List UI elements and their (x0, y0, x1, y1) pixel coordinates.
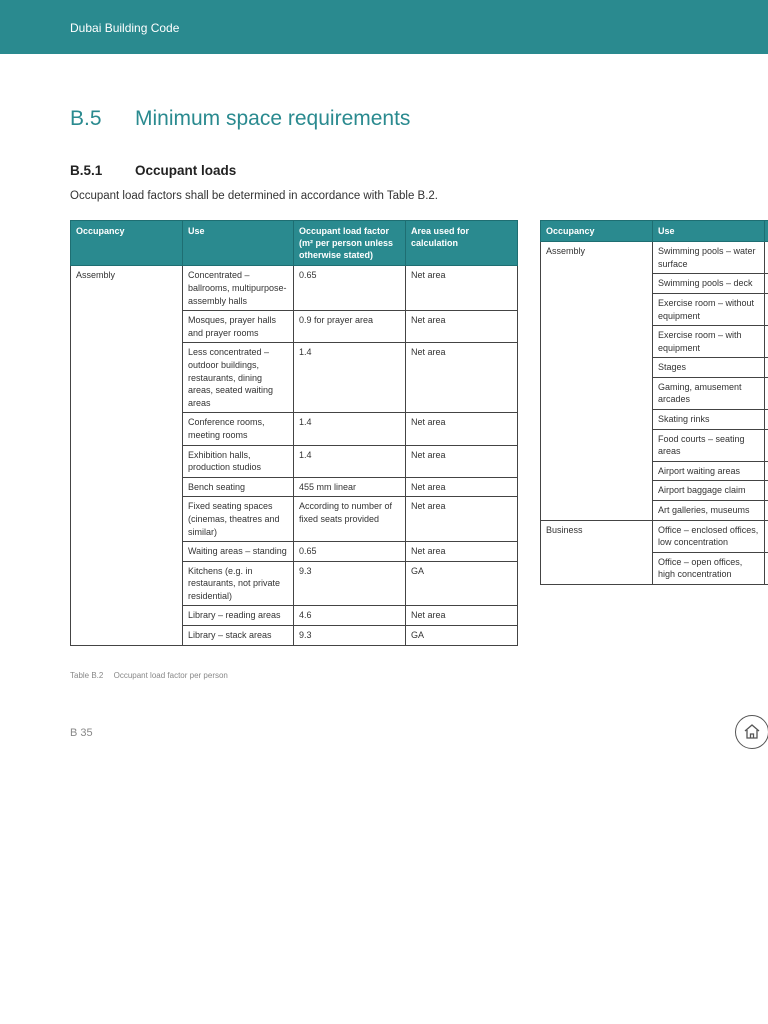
subsection-number: B.5.1 (70, 163, 103, 178)
area-cell: GA (406, 626, 518, 646)
factor-cell: 0.65 (294, 266, 406, 311)
use-cell: Waiting areas – standing (183, 542, 294, 562)
use-cell: Office – enclosed offices, low concentration (653, 520, 765, 552)
use-cell: Exercise room – without equipment (653, 293, 765, 325)
cut-off-cell (765, 242, 768, 274)
area-cell: Net area (406, 497, 518, 542)
area-cell: Net area (406, 477, 518, 497)
home-button[interactable] (735, 715, 768, 749)
cut-off-cell (765, 501, 768, 521)
factor-cell: According to number of fixed seats provided (294, 497, 406, 542)
table-row (71, 266, 518, 311)
use-cell: Fixed seating spaces (cinemas, theatres and similar) (183, 497, 294, 542)
occupancy-cell: Assembly (71, 266, 183, 645)
table-row (541, 520, 768, 552)
cut-off-cell (765, 410, 768, 430)
factor-cell: 1.4 (294, 413, 406, 445)
use-cell: Food courts – seating areas (653, 429, 765, 461)
cut-off-cell (765, 358, 768, 378)
area-cell: GA (406, 561, 518, 606)
factor-cell: 9.3 (294, 626, 406, 646)
cut-off-cell (765, 481, 768, 501)
use-cell: Stages (653, 358, 765, 378)
occupant-load-table-continued (540, 220, 768, 585)
use-cell: Bench seating (183, 477, 294, 497)
cut-off-cell (765, 377, 768, 409)
use-cell: Swimming pools – water surface (653, 242, 765, 274)
occupancy-cell: Assembly (541, 242, 653, 521)
factor-cell: 4.6 (294, 606, 406, 626)
cut-off-cell (765, 429, 768, 461)
factor-cell: 1.4 (294, 445, 406, 477)
use-cell: Airport baggage claim (653, 481, 765, 501)
cut-off-cell (765, 552, 768, 584)
caption-number: Table B.2 (70, 671, 104, 680)
header-occupancy: Occupancy (541, 221, 653, 242)
use-cell: Office – open offices, high concentration (653, 552, 765, 584)
area-cell: Net area (406, 266, 518, 311)
use-cell: Conference rooms, meeting rooms (183, 413, 294, 445)
area-cell: Net area (406, 413, 518, 445)
page-number: B 35 (70, 727, 93, 739)
area-cell: Net area (406, 606, 518, 626)
caption-text: Occupant load factor per person (113, 671, 228, 680)
section-title: Minimum space requirements (135, 107, 411, 130)
use-cell: Exhibition halls, production studios (183, 445, 294, 477)
factor-cell: 1.4 (294, 343, 406, 413)
occupant-load-table (70, 220, 518, 646)
header-cut-off (765, 221, 768, 242)
subsection-title: Occupant loads (135, 163, 237, 178)
factor-cell: 9.3 (294, 561, 406, 606)
header-use: Use (653, 221, 765, 242)
use-cell: Library – stack areas (183, 626, 294, 646)
use-cell: Swimming pools – deck (653, 274, 765, 294)
factor-cell: 0.65 (294, 542, 406, 562)
use-cell: Concentrated – ballrooms, multipurpose-assembly halls (183, 266, 294, 311)
factor-cell: 0.9 for prayer area (294, 311, 406, 343)
use-cell: Skating rinks (653, 410, 765, 430)
table-header-row (541, 221, 768, 242)
use-cell: Airport waiting areas (653, 461, 765, 481)
use-cell: Exercise room – with equipment (653, 326, 765, 358)
header-bar (0, 0, 768, 54)
cut-off-cell (765, 293, 768, 325)
use-cell: Kitchens (e.g. in restaurants, not private residential) (183, 561, 294, 606)
factor-cell: 455 mm linear (294, 477, 406, 497)
use-cell: Art galleries, museums (653, 501, 765, 521)
use-cell: Gaming, amusement arcades (653, 377, 765, 409)
area-cell: Net area (406, 311, 518, 343)
table-header-row (71, 221, 518, 266)
intro-paragraph: Occupant load factors shall be determined in accordance with Table B.2. (70, 190, 438, 202)
use-cell: Library – reading areas (183, 606, 294, 626)
use-cell: Mosques, prayer halls and prayer rooms (183, 311, 294, 343)
header-area: Area used for calculation (406, 221, 518, 266)
document-title: Dubai Building Code (70, 21, 180, 35)
cut-off-cell (765, 326, 768, 358)
section-heading (70, 107, 410, 131)
area-cell: Net area (406, 343, 518, 413)
home-icon (742, 722, 762, 742)
use-cell: Less concentrated – outdoor buildings, restaurants, dining areas, seated waiting areas (183, 343, 294, 413)
area-cell: Net area (406, 445, 518, 477)
cut-off-cell (765, 520, 768, 552)
area-cell: Net area (406, 542, 518, 562)
cut-off-cell (765, 461, 768, 481)
header-use: Use (183, 221, 294, 266)
subsection-heading (70, 163, 236, 178)
table-row (541, 242, 768, 274)
occupancy-cell: Business (541, 520, 653, 584)
table-caption (70, 671, 228, 680)
cut-off-cell (765, 274, 768, 294)
section-number: B.5 (70, 107, 102, 130)
header-load-factor: Occupant load factor (m² per person unless otherwise stated) (294, 221, 406, 266)
header-occupancy: Occupancy (71, 221, 183, 266)
